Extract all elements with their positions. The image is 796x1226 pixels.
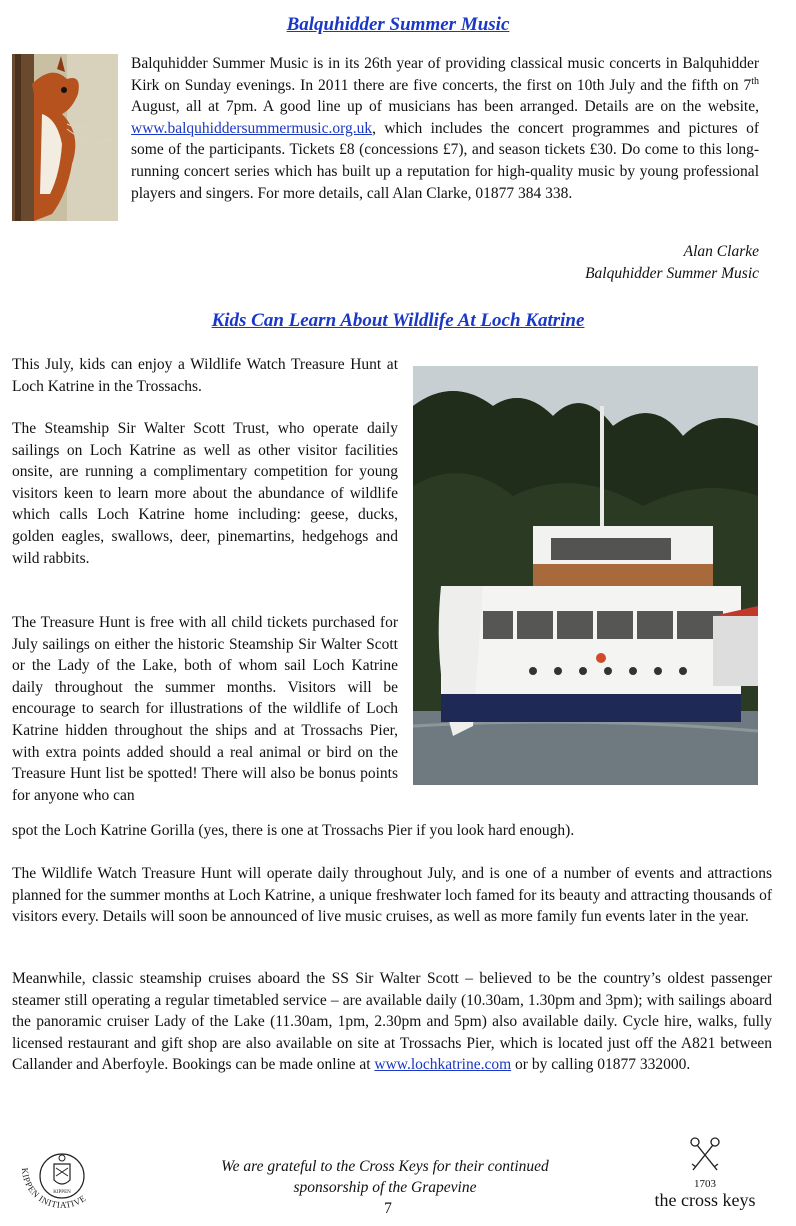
- sponsor-line-2: sponsorship of the Grapevine: [293, 1179, 477, 1196]
- loch-para-3-end: spot the Loch Katrine Gorilla (yes, there is one at Trossachs Pier if you look hard enough).: [12, 822, 575, 839]
- section-heading-summer-music[interactable]: Balquhidder Summer Music: [286, 14, 510, 35]
- cross-keys-year: 1703: [694, 1178, 716, 1190]
- squirrel-photo: [12, 54, 118, 221]
- loch-para-1: This July, kids can enjoy a Wildlife Watch Treasure Hunt at Loch Katrine in the Trossachs.: [12, 356, 398, 395]
- lochkatrine-website-link[interactable]: www.lochkatrine.com: [374, 1056, 512, 1074]
- signature-name: Alan Clarke: [683, 243, 759, 260]
- sponsor-line-1: We are grateful to the Cross Keys for their continued: [221, 1158, 549, 1175]
- cross-keys-logo: [640, 1134, 770, 1210]
- loch-para-5: Meanwhile, classic steamship cruises aboard the SS Sir Walter Scott – believed to be the country’s oldest passenger steamer still operating a regular timetabled service – are available daily (10.30am, 1.30pm and 3pm); with sailings aboard the panoramic cruiser Lady of the Lake (11.30am, 1pm, 2.30pm and 5pm) also available daily. Cycle hire, walks, fully licensed restaurant and gift shop are also available on site at Trossachs Pier, which is located just off the A821 between Callander and Aberfoyle. Bookings can be made online at www.lochkatrine.com or by calling 01877 332000.: [12, 970, 772, 1074]
- crossed-keys-icon: [685, 1134, 725, 1174]
- summer-music-website-link[interactable]: www.balquhiddersummermusic.org.uk: [131, 119, 373, 137]
- steamship-photo: [413, 366, 758, 785]
- cross-keys-name: the cross keys: [654, 1190, 756, 1210]
- svg-text:KIPPEN: KIPPEN: [53, 1190, 71, 1195]
- section-heading-loch-katrine[interactable]: Kids Can Learn About Wildlife At Loch Katrine: [211, 310, 585, 331]
- svg-text:KIPPEN INITIATIVE: KIPPEN INITIATIVE: [19, 1167, 88, 1211]
- summer-music-paragraph: Balquhidder Summer Music is in its 26th year of providing classical music concerts in Balquhidder Kirk on Sunday evenings. In 2011 there are five concerts, the first on 10th July and the fifth on 7th August, all at 7pm. A good line up of musicians has been arranged. Details are on the website, www.balquhiddersummermusic.org.uk, which includes the concert programmes and pictures of some of the participants. Tickets £8 (concessions £7), and season tickets £30. Do come to this long-running concert series which has built up a reputation for high-quality music by young professional players and singers. For more details, call Alan Clarke, 01877 384 338.: [131, 55, 759, 202]
- loch-para-4: The Wildlife Watch Treasure Hunt will operate daily throughout July, and is one of a number of events and attractions planned for the summer months at Loch Katrine, a unique freshwater loch famed for its beauty and attracting thousands of visitors every. Details will soon be announced of live music cruises, as well as more family fun events later in the year.: [12, 865, 772, 926]
- loch-para-3: The Treasure Hunt is free with all child tickets purchased for July sailings on either the historic Steamship Sir Walter Scott or the Lady of the Lake, both of whom sail Loch Katrine daily throughout the summer months. Visitors will be encourage to search for illustrations of the wildlife of Loch Katrine hidden throughout the ships and at Trossachs Pier, with extra points added should a real animal or bird on the Treasure Hunt list be spotted! There will also be bonus points for anyone who can: [12, 614, 398, 804]
- page-number: 7: [384, 1200, 392, 1217]
- signature-org: Balquhidder Summer Music: [585, 265, 759, 282]
- loch-para-2: The Steamship Sir Walter Scott Trust, who operate daily sailings on Loch Katrine as well as other visitor facilities onsite, are running a complimentary competition for young visitors keen to learn more about the abundance of wildlife which calls Loch Katrine home including: geese, ducks, golden eagles, swallows, deer, pinemartins, hedgehogs and wild rabbits.: [12, 420, 398, 567]
- kippen-initiative-logo: [14, 1146, 110, 1218]
- summer-music-signature: [585, 241, 759, 285]
